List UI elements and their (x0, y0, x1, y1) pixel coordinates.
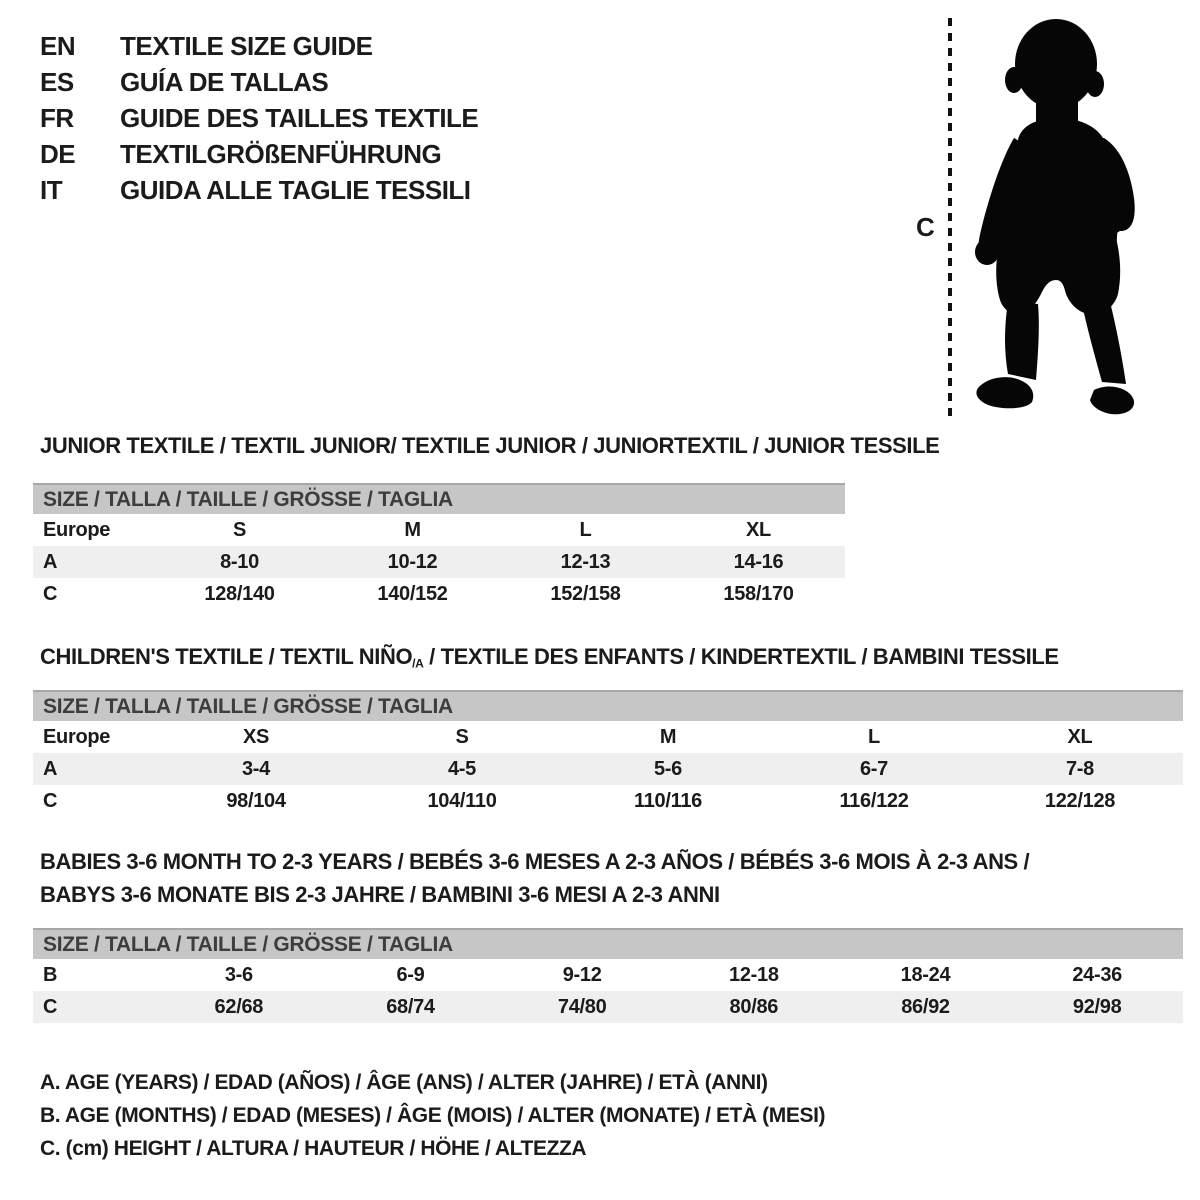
table-cell: 10-12 (387, 550, 438, 573)
table-header-band: SIZE / TALLA / TAILLE / GRÖSSE / TAGLIA (33, 483, 845, 514)
table-row (33, 514, 845, 546)
table-cell: XS (242, 725, 270, 748)
lang-title: GUIDA ALLE TAGLIE TESSILI (120, 174, 471, 205)
table-cell: 6-9 (396, 963, 425, 986)
lang-code: DE (40, 138, 76, 169)
legend-line-c: C. (cm) HEIGHT / ALTURA / HAUTEUR / HÖHE / ALTEZZA (40, 1136, 587, 1160)
title-text: BABYS 3-6 MONATE BIS 2-3 JAHRE / BAMBINI 3-6 MESI A 2-3 ANNI (40, 882, 720, 907)
lang-code: FR (40, 102, 74, 133)
section-title-babies-line2 (40, 882, 720, 908)
table-cell: 140/152 (377, 582, 448, 605)
table-cell: XL (1067, 725, 1093, 748)
table-cell: 116/122 (839, 789, 909, 812)
table-cell: 74/80 (557, 995, 607, 1018)
table-cell: 9-12 (562, 963, 602, 986)
row-label: A (43, 757, 58, 780)
table-cell: 3-6 (224, 963, 253, 986)
table-cell: 12-18 (729, 963, 779, 986)
lang-title: TEXTILGRÖßENFÜHRUNG (120, 138, 442, 169)
table-row (33, 721, 1183, 753)
table-cell: 24-36 (1072, 963, 1122, 986)
children-size-table (33, 690, 1183, 817)
table-cell: M (404, 518, 421, 541)
lang-row-fr (40, 100, 478, 136)
table-cell: L (868, 725, 880, 748)
table-row (33, 785, 1183, 817)
table-row (33, 959, 1183, 991)
table-cell: M (659, 725, 677, 748)
table-cell: 5-6 (653, 757, 682, 780)
row-label: C (43, 995, 58, 1018)
height-measure-label: C (916, 212, 935, 242)
section-title-junior (40, 433, 939, 460)
height-measure-line (948, 18, 952, 416)
table-cell: 98/104 (226, 789, 286, 812)
legend-line-a: A. AGE (YEARS) / EDAD (AÑOS) / ÂGE (ANS) / ALTER (JAHRE) / ETÀ (ANNI) (40, 1070, 768, 1094)
lang-code: ES (40, 66, 74, 97)
lang-row-de (40, 136, 478, 172)
table-row (33, 546, 845, 578)
lang-row-en (40, 28, 478, 64)
table-cell: 92/98 (1072, 995, 1122, 1018)
table-cell: 128/140 (204, 582, 275, 605)
table-cell: 8-10 (220, 550, 259, 573)
title-text: / TEXTILE DES ENFANTS / KINDERTEXTIL / BAMBINI TESSILE (423, 644, 1059, 669)
table-cell: 14-16 (733, 550, 784, 573)
lang-title: GUIDE DES TAILLES TEXTILE (120, 102, 479, 133)
row-label: C (43, 789, 58, 812)
lang-row-es (40, 64, 478, 100)
row-label: A (43, 550, 58, 573)
section-title-children (40, 644, 1059, 671)
table-cell: 86/92 (901, 995, 950, 1018)
title-text: BABIES 3-6 MONTH TO 2-3 YEARS / BEBÉS 3-6 MESES A 2-3 AÑOS / BÉBÉS 3-6 MOIS À 2-3 ANS / (40, 849, 1030, 874)
legend-line-b: B. AGE (MONTHS) / EDAD (MESES) / ÂGE (MOIS) / ALTER (MONATE) / ETÀ (MESI) (40, 1103, 826, 1127)
lang-row-it (40, 172, 478, 208)
measurement-legend (40, 1066, 825, 1165)
title-text: CHILDREN'S TEXTILE / TEXTIL NIÑO (40, 644, 413, 669)
table-header-band: SIZE / TALLA / TAILLE / GRÖSSE / TAGLIA (33, 690, 1183, 721)
row-label: Europe (43, 518, 111, 541)
table-header-band: SIZE / TALLA / TAILLE / GRÖSSE / TAGLIA (33, 928, 1183, 959)
table-cell: S (232, 518, 247, 541)
lang-code: EN (40, 30, 76, 61)
table-cell: 68/74 (386, 995, 435, 1018)
table-cell: 6-7 (859, 757, 888, 780)
lang-title: TEXTILE SIZE GUIDE (120, 30, 373, 61)
row-label: C (43, 582, 58, 605)
table-cell: 104/110 (427, 789, 497, 812)
lang-code: IT (40, 174, 63, 205)
title-subscript: /A (412, 656, 424, 671)
title-text: JUNIOR TEXTILE / TEXTIL JUNIOR/ TEXTILE JUNIOR / JUNIORTEXTIL / JUNIOR TESSILE (40, 433, 940, 458)
table-cell: L (579, 518, 592, 541)
table-row (33, 578, 845, 610)
table-cell: 4-5 (447, 757, 476, 780)
row-label: Europe (43, 725, 111, 748)
table-cell: XL (746, 518, 771, 541)
row-label: B (43, 963, 58, 986)
table-body (33, 514, 845, 610)
table-cell: 80/86 (729, 995, 779, 1018)
table-cell: 3-4 (241, 757, 270, 780)
table-cell: 7-8 (1065, 757, 1094, 780)
table-cell: 122/128 (1044, 789, 1116, 812)
babies-size-table (33, 928, 1183, 1023)
table-cell: 18-24 (900, 963, 951, 986)
table-cell: 110/116 (634, 789, 702, 812)
table-cell: S (455, 725, 469, 748)
table-cell: 158/170 (723, 582, 794, 605)
table-body (33, 959, 1183, 1023)
section-title-babies-line1 (40, 849, 1029, 875)
table-cell: 62/68 (214, 995, 264, 1018)
table-cell: 12-13 (560, 550, 611, 573)
toddler-silhouette-icon (962, 12, 1142, 424)
table-row (33, 753, 1183, 785)
table-body (33, 721, 1183, 817)
junior-size-table (33, 483, 845, 610)
lang-title: GUÍA DE TALLAS (120, 66, 329, 97)
language-title-list (40, 28, 478, 208)
table-row (33, 991, 1183, 1023)
table-cell: 152/158 (550, 582, 621, 605)
